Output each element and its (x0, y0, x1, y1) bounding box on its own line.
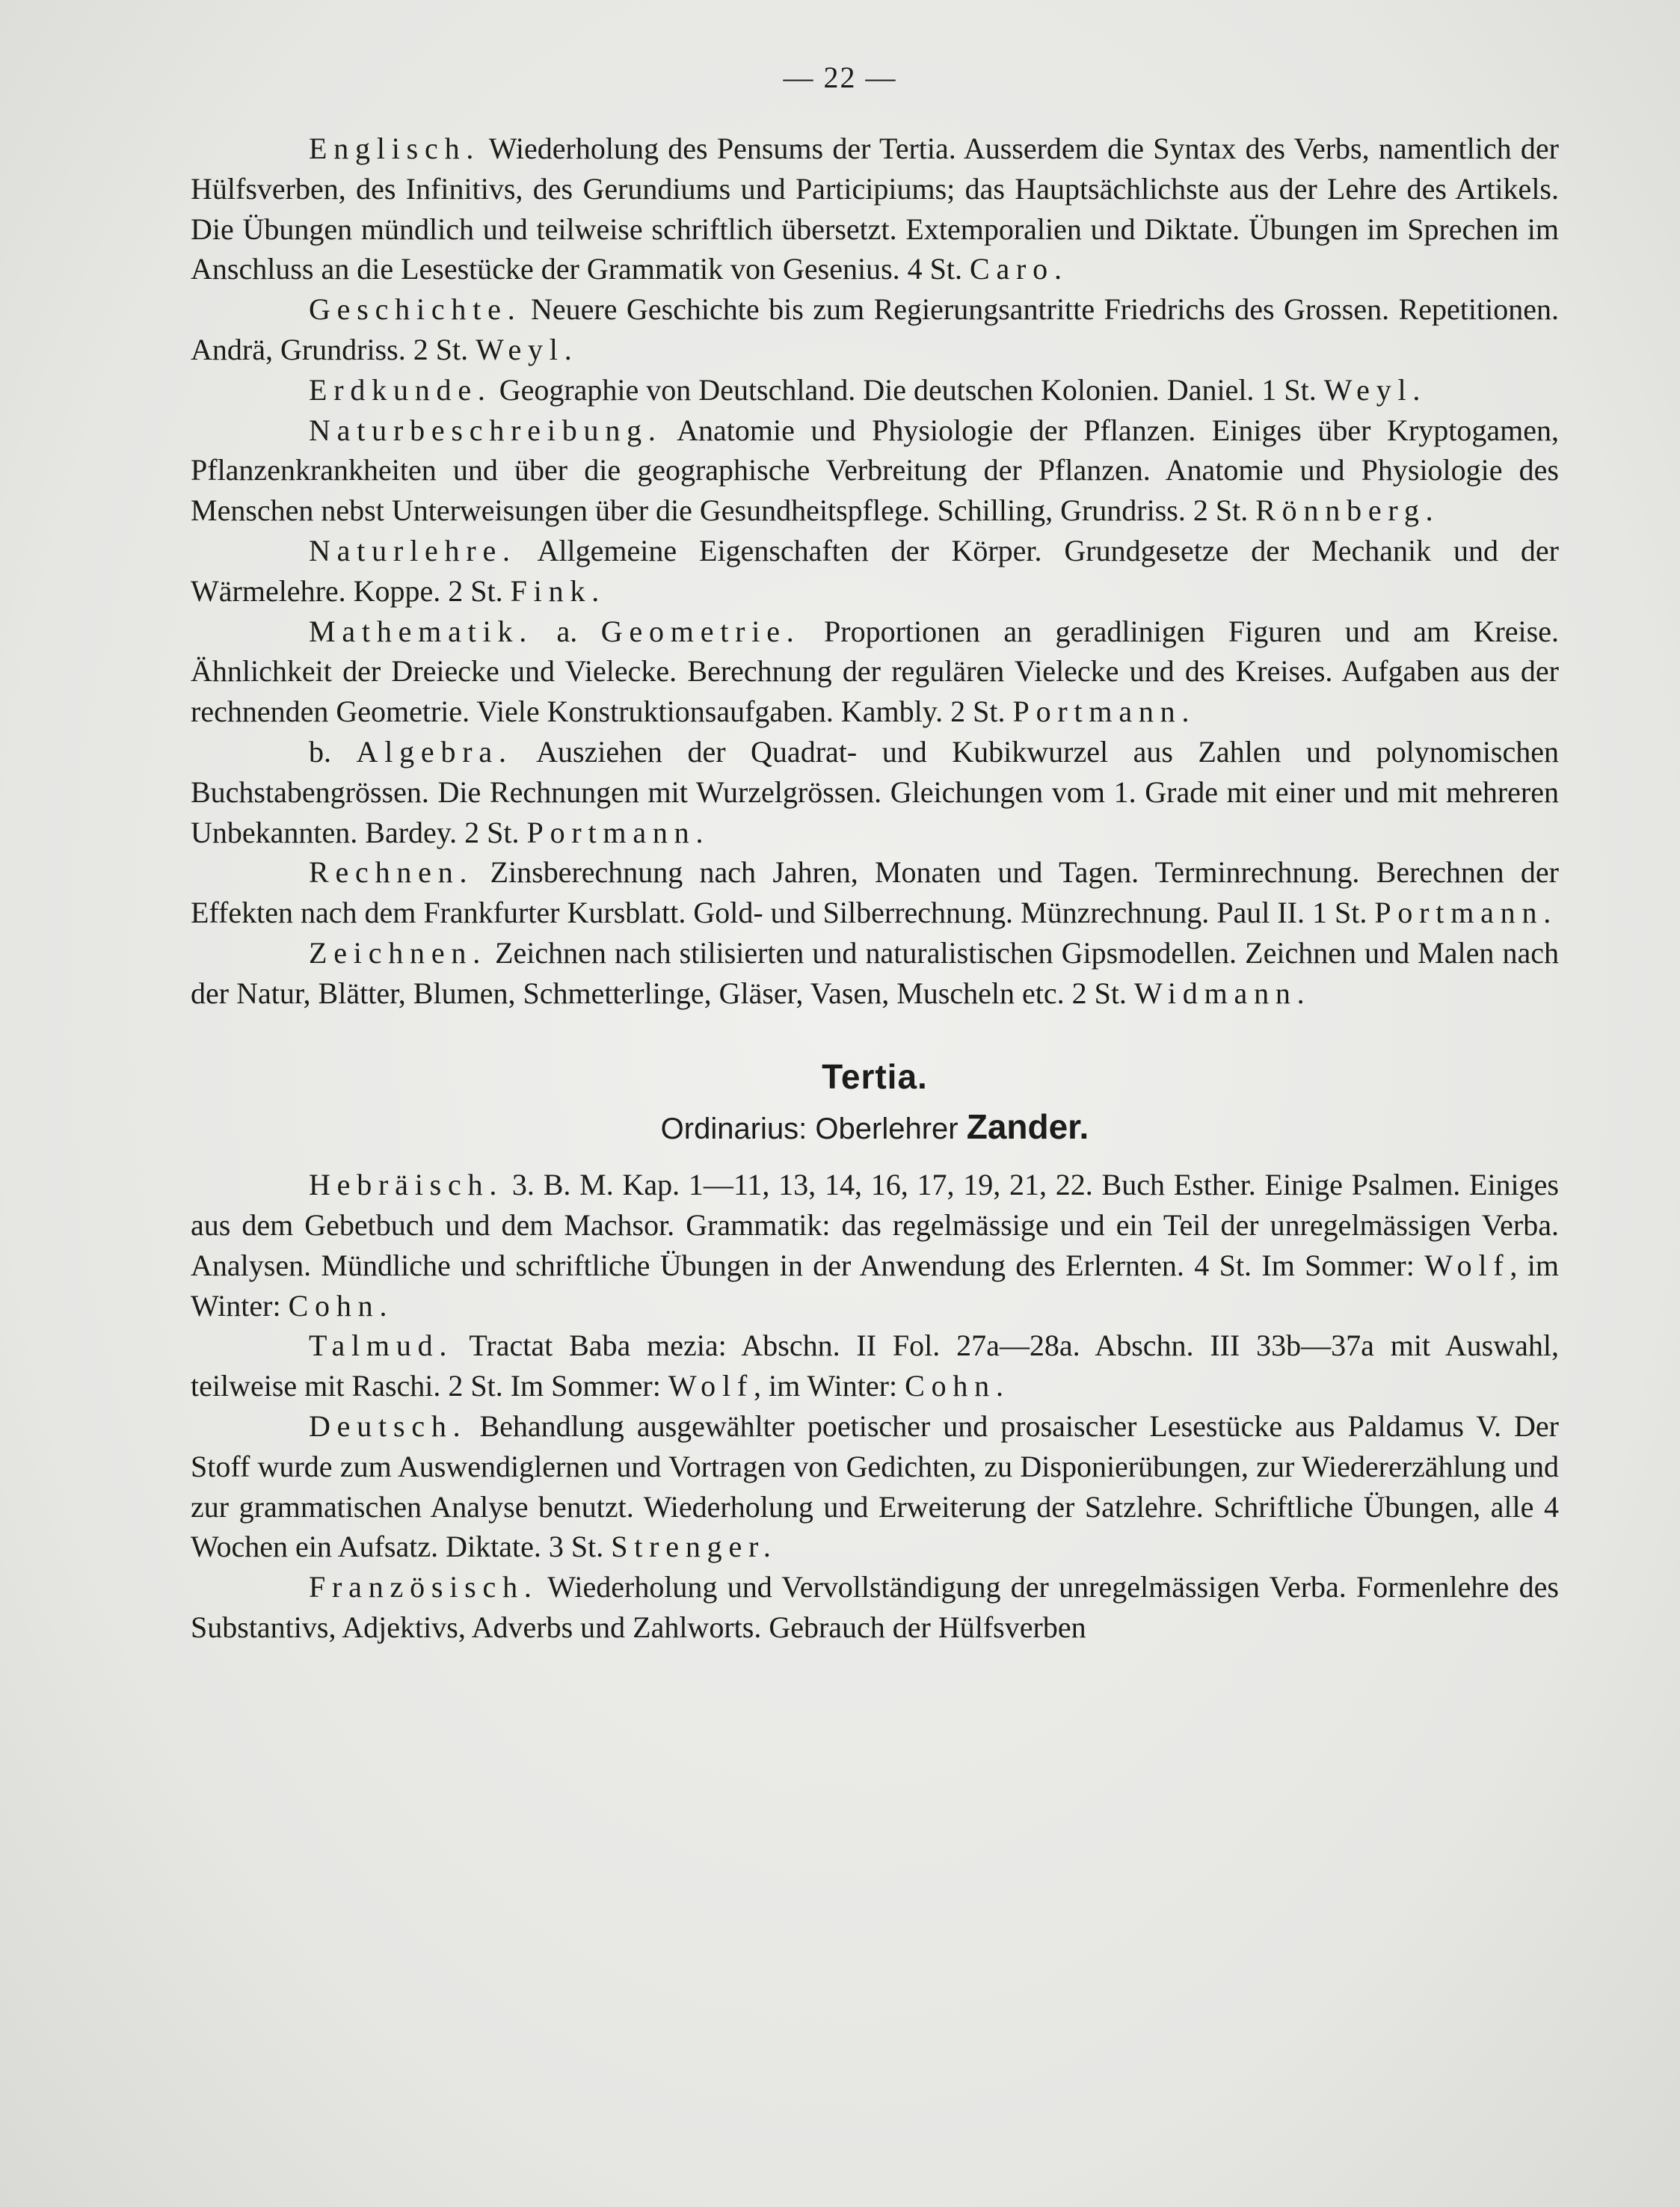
subject-label: Naturlehre. (309, 533, 517, 567)
paragraph-franzoesisch (191, 1567, 1559, 1648)
page-number: — 22 — (783, 61, 897, 94)
paragraph-erdkunde (191, 370, 1559, 410)
ordinarius-line (191, 1107, 1559, 1150)
teacher-name: Caro. (970, 252, 1068, 286)
subject-label: Geometrie. (600, 614, 801, 648)
paragraph-text: , im Winter: (754, 1369, 905, 1403)
subject-label: Algebra. (356, 734, 513, 769)
paragraph-englisch (191, 129, 1559, 289)
paragraph-text: Wiederholung des Pensums der Tertia. Ausserdem die Syntax des Verbs, namentlich der Hülfsverben, des Infinitivs, des Gerundiums und Participiums; das Hauptsächlichste aus der Lehre des Artikels. Die Übungen mündlich und teilweise schriftlich übersetzt. Extemporalien und Diktate. Übungen im Sprechen im Anschluss an die Lesestücke der Grammatik von Gesenius. 4 St. (191, 132, 1559, 286)
paragraph-prefix: b. (309, 734, 357, 769)
subject-label: Mathematik. (309, 614, 534, 648)
paragraph-deutsch (191, 1406, 1559, 1567)
teacher-name: Weyl. (1323, 372, 1427, 407)
teacher-name: Widmann. (1133, 976, 1311, 1010)
subject-label: Zeichnen. (309, 935, 487, 970)
subject-label: Naturbeschreibung. (309, 413, 662, 447)
ordinarius-name: Zander. (966, 1107, 1089, 1147)
paragraph-hebraeisch (191, 1165, 1559, 1326)
teacher-name: Fink. (510, 573, 606, 608)
paragraph-text: Ausziehen der Quadrat- und Kubikwurzel aus Zahlen und polynomischen Buchstabengrössen. Die Rechnungen mit Wurzelgrössen. Gleichungen vom 1. Grade mit einer und mit mehreren Unbekannten. Bardey. 2 St. (191, 734, 1559, 849)
paragraph-mathematik (191, 612, 1559, 732)
teacher-name: Rönnberg. (1255, 493, 1440, 528)
paragraph-text: Zeichnen nach stilisierten und naturalistischen Gipsmodellen. Zeichnen und Malen nach der Natur, Blätter, Blumen, Schmetterlinge, Gläser, Vasen, Muscheln etc. 2 St. (191, 935, 1559, 1010)
ordinarius-label: Ordinarius: Oberlehrer (660, 1112, 967, 1146)
subject-label: Rechnen. (309, 855, 474, 890)
paragraph-naturbeschreibung (191, 410, 1559, 531)
paragraph-text: 3. B. M. Kap. 1—11, 13, 14, 16, 17, 19, 21, 22. Buch Esther. Einige Psalmen. Einiges aus dem Gebetbuch und dem Machsor. Grammatik: das regelmässige und ein Teil der unregelmässigen Verba. Analysen. Mündliche und schriftliche Übungen in der Anwendung des Erlernten. 4 St. Im Sommer: (191, 1168, 1559, 1282)
paragraph-text: Allgemeine Eigenschaften der Körper. Grundgesetze der Mechanik und der Wärmelehre. Koppe. 2 St. (191, 533, 1559, 608)
teacher-name: Portmann. (1012, 695, 1196, 729)
paragraph-rechnen (191, 852, 1559, 933)
paragraph-text: a. (533, 614, 601, 648)
teacher-name: Portmann. (526, 815, 710, 849)
page-content (191, 129, 1559, 1648)
subject-label: Talmud. (309, 1329, 454, 1363)
teacher-name: Wolf (668, 1369, 754, 1403)
paragraph-algebra (191, 732, 1559, 852)
paragraph-text: Neuere Geschichte bis zum Regierungsantritte Friedrichs des Grossen. Repetitionen. Andrä, Grundriss. 2 St. (191, 292, 1559, 366)
paragraph-text: Anatomie und Physiologie der Pflanzen. Einiges über Kryptogamen, Pflanzenkrankheiten und über die geographische Verbreitung der Pflanzen. Anatomie und Physiologie des Menschen nebst Unterweisungen über die Gesundheitspflege. Schilling, Grundriss. 2 St. (191, 413, 1559, 528)
paragraph-naturlehre (191, 531, 1559, 612)
teacher-name: Wolf (1424, 1248, 1510, 1282)
teacher-name: Cohn. (288, 1288, 394, 1323)
subject-label: Deutsch. (309, 1409, 467, 1443)
paragraph-geschichte (191, 289, 1559, 370)
teacher-name: Weyl. (476, 332, 579, 366)
subject-label: Französisch. (309, 1570, 538, 1604)
paragraph-text: Geographie von Deutschland. Die deutschen Kolonien. Daniel. 1 St. (491, 372, 1324, 407)
teacher-name: Portmann. (1374, 896, 1558, 930)
paragraph-text: Tractat Baba mezia: Abschn. II Fol. 27a—28a. Abschn. III 33b—37a mit Auswahl, teilweise mit Raschi. 2 St. Im Sommer: (191, 1329, 1559, 1403)
subject-label: Erdkunde. (309, 372, 492, 407)
paragraph-zeichnen (191, 933, 1559, 1014)
paragraph-text: Proportionen an geradlinigen Figuren und am Kreise. Ähnlichkeit der Dreiecke und Vielecke. Berechnung der regulären Vielecke und des Kreises. Aufgaben aus der rechnenden Geometrie. Viele Konstruktionsaufgaben. Kambly. 2 St. (191, 614, 1559, 729)
teacher-name: Cohn. (905, 1369, 1010, 1403)
subject-label: Geschichte. (309, 292, 522, 327)
subject-label: Englisch. (309, 132, 481, 165)
paragraph-text: Zinsberechnung nach Jahren, Monaten und Tagen. Terminrechnung. Berechnen der Effekten nach dem Frankfurter Kursblatt. Gold- und Silberrechnung. Münzrechnung. Paul II. 1 St. (191, 855, 1559, 930)
section-title: Tertia. (822, 1056, 928, 1096)
subject-label: Hebräisch. (309, 1168, 504, 1202)
paragraph-talmud (191, 1326, 1559, 1406)
paragraph-text: Wiederholung und Vervollständigung der unregelmässigen Verba. Formenlehre des Substantivs, Adjektivs, Adverbs und Zahlworts. Gebrauch der Hülfsverben (191, 1570, 1559, 1644)
teacher-name: Strenger. (611, 1530, 778, 1564)
paragraph-text: , im Winter: (191, 1248, 1560, 1323)
paragraph-text: Behandlung ausgewählter poetischer und prosaischer Lesestücke aus Paldamus V. Der Stoff wurde zum Auswendiglernen und Vortragen von Gedichten, zu Disponierübungen, zur Wiedererzählung und zur grammatischen Analyse benutzt. Wiederholung und Erweiterung der Satzlehre. Schriftliche Übungen, alle 4 Wochen ein Aufsatz. Diktate. 3 St. (191, 1409, 1559, 1564)
